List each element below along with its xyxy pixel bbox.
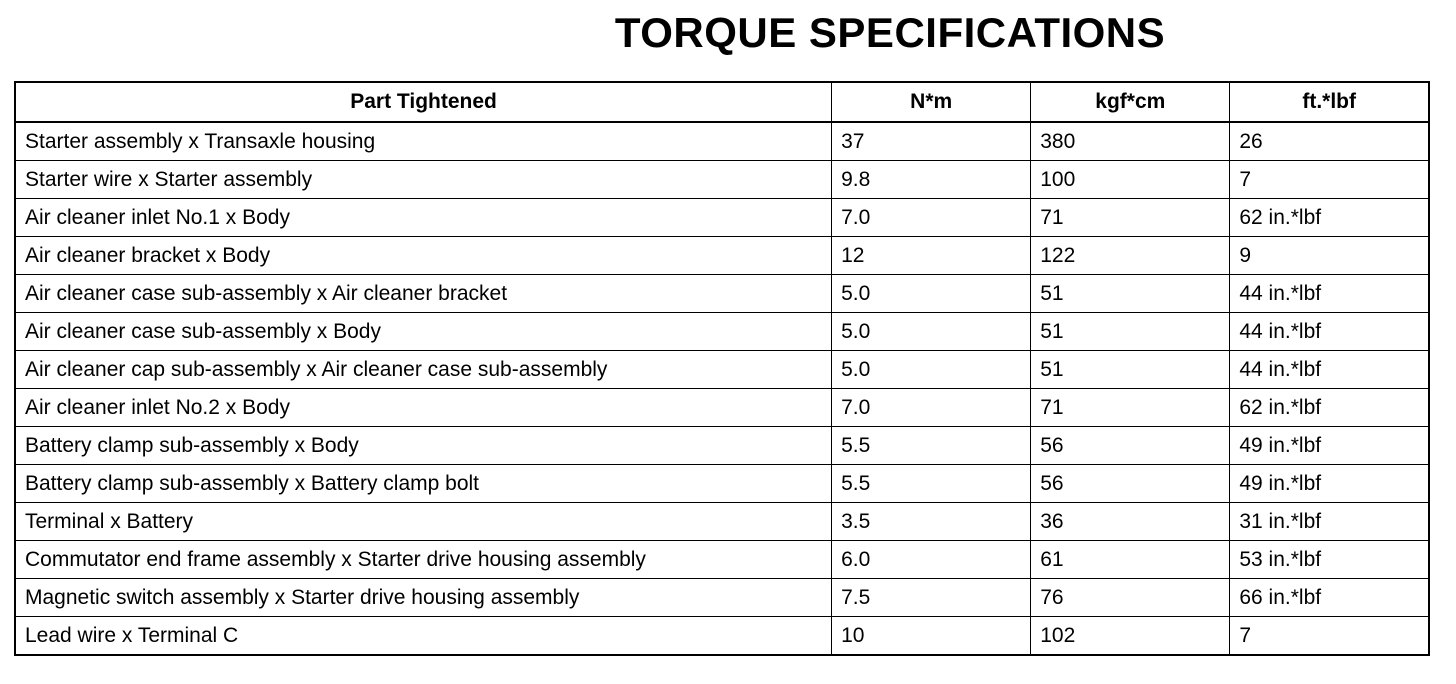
cell-nm: 7.5 [832, 579, 1031, 617]
cell-kgf-cm: 56 [1031, 427, 1230, 465]
cell-nm: 37 [832, 122, 1031, 161]
table-row [15, 465, 1429, 503]
cell-kgf-cm: 71 [1031, 199, 1230, 237]
cell-kgf-cm: 61 [1031, 541, 1230, 579]
cell-nm: 6.0 [832, 541, 1031, 579]
table-row [15, 579, 1429, 617]
header-newton-meter: N*m [832, 82, 1031, 122]
cell-ft-lbf: 7 [1230, 161, 1429, 199]
header-ft-lbf: ft.*lbf [1230, 82, 1429, 122]
cell-ft-lbf: 49 in.*lbf [1230, 427, 1429, 465]
cell-part: Air cleaner case sub-assembly x Air cleaner bracket [15, 275, 832, 313]
header-kgf-cm: kgf*cm [1031, 82, 1230, 122]
cell-part: Air cleaner case sub-assembly x Body [15, 313, 832, 351]
table-header-row [15, 82, 1429, 122]
table-row [15, 122, 1429, 161]
cell-ft-lbf: 44 in.*lbf [1230, 351, 1429, 389]
cell-nm: 5.5 [832, 427, 1031, 465]
cell-part: Air cleaner inlet No.2 x Body [15, 389, 832, 427]
cell-nm: 5.5 [832, 465, 1031, 503]
cell-kgf-cm: 51 [1031, 351, 1230, 389]
cell-kgf-cm: 76 [1031, 579, 1230, 617]
torque-spec-table [14, 81, 1430, 656]
cell-kgf-cm: 100 [1031, 161, 1230, 199]
page-title: TORQUE SPECIFICATIONS [614, 9, 1166, 56]
cell-nm: 5.0 [832, 351, 1031, 389]
cell-nm: 12 [832, 237, 1031, 275]
cell-part: Magnetic switch assembly x Starter drive housing assembly [15, 579, 832, 617]
cell-part: Air cleaner cap sub-assembly x Air cleaner case sub-assembly [15, 351, 832, 389]
table-row [15, 503, 1429, 541]
table-row [15, 237, 1429, 275]
cell-nm: 7.0 [832, 389, 1031, 427]
cell-ft-lbf: 62 in.*lbf [1230, 389, 1429, 427]
cell-part: Terminal x Battery [15, 503, 832, 541]
cell-part: Battery clamp sub-assembly x Body [15, 427, 832, 465]
cell-nm: 9.8 [832, 161, 1031, 199]
cell-ft-lbf: 7 [1230, 617, 1429, 656]
cell-ft-lbf: 66 in.*lbf [1230, 579, 1429, 617]
cell-ft-lbf: 9 [1230, 237, 1429, 275]
table-row [15, 351, 1429, 389]
cell-part: Lead wire x Terminal C [15, 617, 832, 656]
cell-nm: 5.0 [832, 313, 1031, 351]
cell-ft-lbf: 53 in.*lbf [1230, 541, 1429, 579]
cell-nm: 10 [832, 617, 1031, 656]
table-row [15, 541, 1429, 579]
cell-part: Starter wire x Starter assembly [15, 161, 832, 199]
cell-ft-lbf: 26 [1230, 122, 1429, 161]
cell-kgf-cm: 71 [1031, 389, 1230, 427]
table-row [15, 161, 1429, 199]
cell-part: Air cleaner bracket x Body [15, 237, 832, 275]
cell-part: Battery clamp sub-assembly x Battery clamp bolt [15, 465, 832, 503]
cell-nm: 3.5 [832, 503, 1031, 541]
cell-ft-lbf: 62 in.*lbf [1230, 199, 1429, 237]
cell-ft-lbf: 44 in.*lbf [1230, 275, 1429, 313]
cell-ft-lbf: 31 in.*lbf [1230, 503, 1429, 541]
cell-part: Starter assembly x Transaxle housing [15, 122, 832, 161]
cell-kgf-cm: 380 [1031, 122, 1230, 161]
cell-kgf-cm: 51 [1031, 275, 1230, 313]
cell-kgf-cm: 122 [1031, 237, 1230, 275]
cell-part: Commutator end frame assembly x Starter drive housing assembly [15, 541, 832, 579]
table-row [15, 617, 1429, 656]
cell-part: Air cleaner inlet No.1 x Body [15, 199, 832, 237]
cell-ft-lbf: 44 in.*lbf [1230, 313, 1429, 351]
cell-kgf-cm: 51 [1031, 313, 1230, 351]
table-row [15, 427, 1429, 465]
table-row [15, 389, 1429, 427]
cell-nm: 5.0 [832, 275, 1031, 313]
cell-kgf-cm: 36 [1031, 503, 1230, 541]
cell-kgf-cm: 56 [1031, 465, 1230, 503]
table-row [15, 313, 1429, 351]
table-row [15, 199, 1429, 237]
cell-nm: 7.0 [832, 199, 1031, 237]
table-row [15, 275, 1429, 313]
cell-kgf-cm: 102 [1031, 617, 1230, 656]
cell-ft-lbf: 49 in.*lbf [1230, 465, 1429, 503]
header-part-tightened: Part Tightened [15, 82, 832, 122]
